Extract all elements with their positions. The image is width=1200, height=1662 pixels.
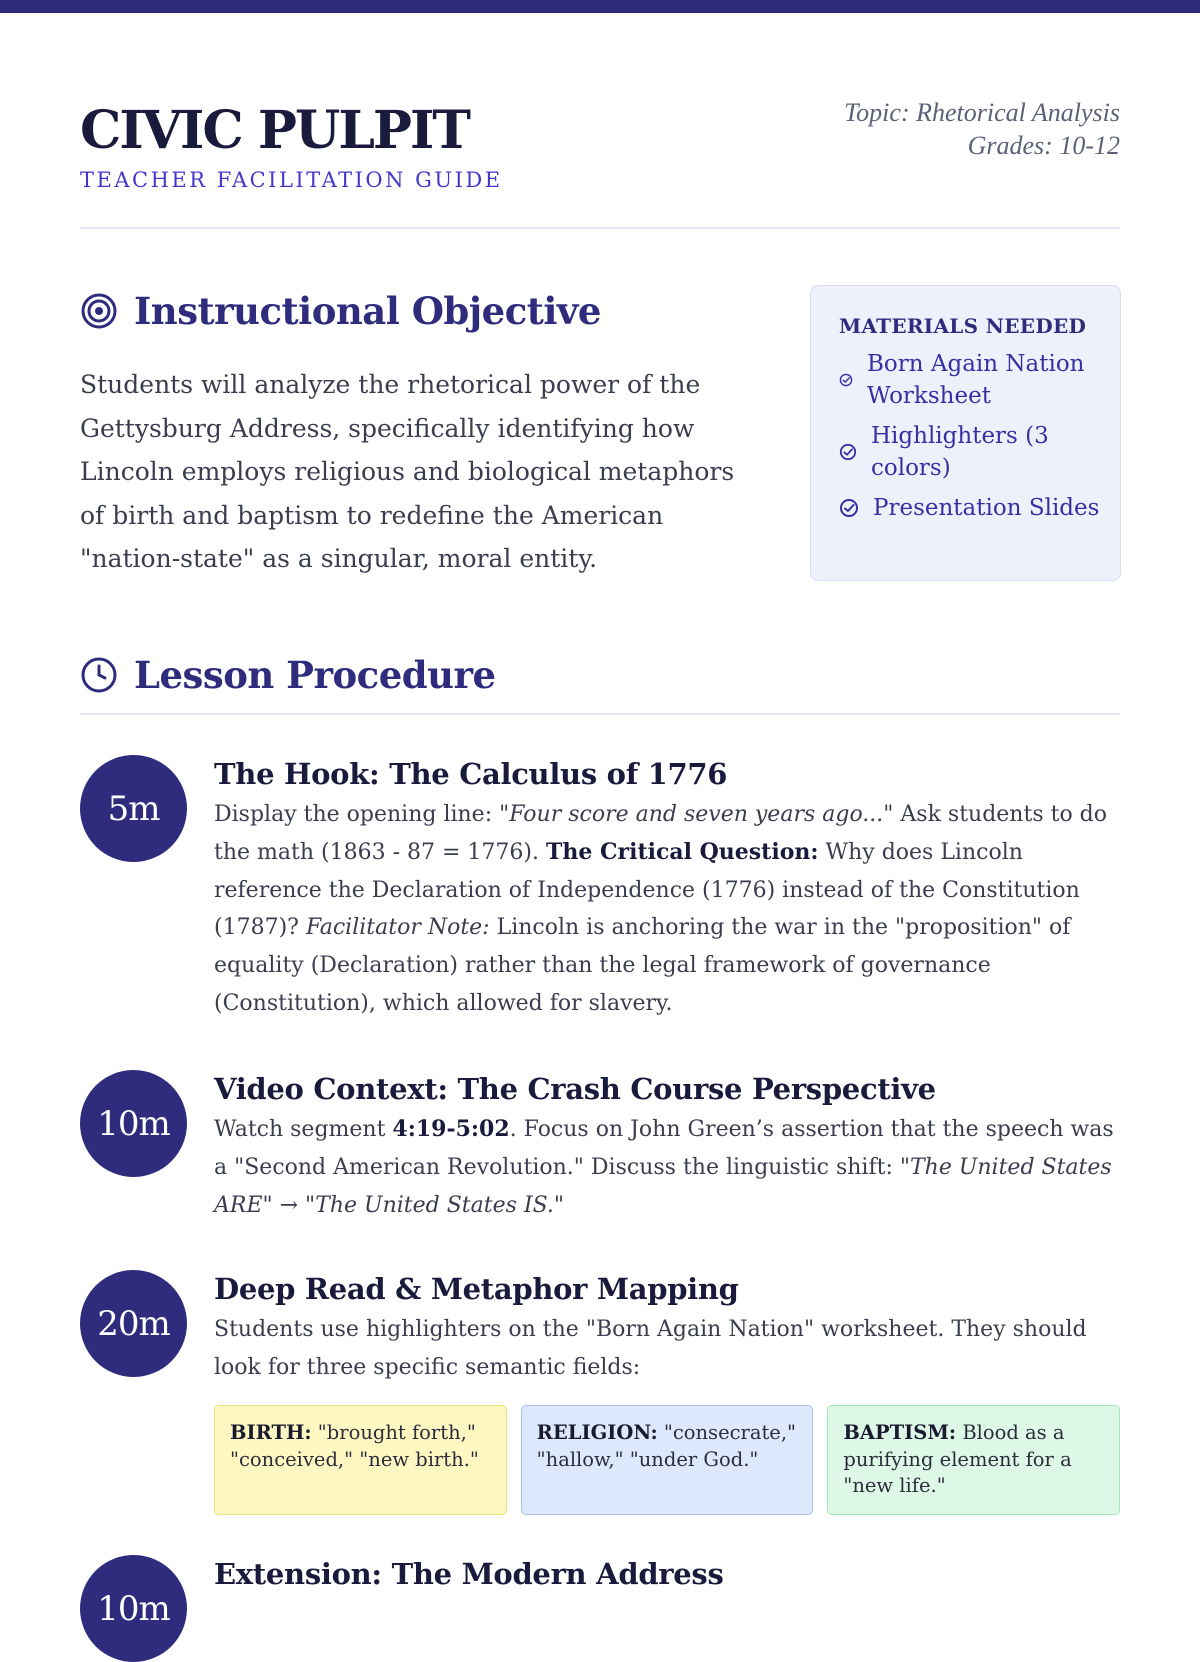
material-item-highlighters bbox=[839, 420, 1100, 484]
clock-icon bbox=[80, 656, 118, 694]
material-item-slides bbox=[839, 492, 1100, 524]
step-body bbox=[214, 1555, 1120, 1593]
page-header bbox=[80, 96, 1120, 229]
timestamp-range: 4:19-5:02 bbox=[392, 1116, 510, 1142]
procedure-heading bbox=[80, 652, 496, 698]
objective-text: Students will analyze the rhetorical power of the Gettysburg Address, specifically identifying how Lincoln employs religious and biological metaphors of birth and baptism to redefine the American "nation-state" as a singular, moral entity. bbox=[80, 370, 735, 573]
objective-heading bbox=[80, 288, 601, 334]
step-title: Video Context: The Crash Course Perspective bbox=[214, 1072, 936, 1106]
step-title: Extension: The Modern Address bbox=[214, 1557, 724, 1591]
topic-label: Topic: Rhetorical Analysis bbox=[844, 98, 1120, 127]
critical-question-label: The Critical Question: bbox=[545, 838, 819, 865]
check-circle-icon bbox=[839, 498, 859, 518]
materials-title: MATERIALS NEEDED bbox=[839, 314, 1087, 338]
material-label: Born Again Nation Worksheet bbox=[867, 351, 1085, 409]
material-label: Highlighters (3 colors) bbox=[871, 423, 1049, 481]
materials-panel bbox=[810, 285, 1121, 581]
step-text: Display the opening line: "Four score and seven years ago..." Ask students to do the math (1863 - 87 = 1776). The Critical Question: Why does Lincoln reference the Declaration of Independence (1776) instead of the Constitution (1787)? Facilitator Note: Lincoln is anchoring the war in the "proposition" of equality (Declaration) rather than the legal framework of governance (Constitution), which allowed for slavery. bbox=[214, 802, 1108, 1016]
time-badge: 5m bbox=[80, 755, 187, 862]
objective-title: Instructional Objective bbox=[134, 289, 601, 333]
brand-title: CIVIC PULPIT bbox=[80, 100, 470, 161]
check-circle-icon bbox=[839, 443, 857, 461]
material-label: Presentation Slides bbox=[873, 495, 1100, 521]
check-circle-icon bbox=[839, 373, 853, 387]
step-title: The Hook: The Calculus of 1776 bbox=[214, 757, 728, 791]
quote-text: "The United States ARE" → "The United States IS." bbox=[214, 1154, 1112, 1218]
semantic-fields bbox=[214, 1405, 1120, 1515]
time-badge: 20m bbox=[80, 1270, 187, 1377]
time-badge: 10m bbox=[80, 1555, 187, 1662]
step-text: Watch segment 4:19-5:02. Focus on John Green’s assertion that the speech was a "Second American Revolution." Discuss the linguistic shift: "The United States ARE" → "The United States IS." bbox=[214, 1116, 1114, 1218]
step-body bbox=[214, 755, 1120, 1023]
grades-label: Grades: 10-12 bbox=[967, 131, 1120, 160]
procedure-title: Lesson Procedure bbox=[134, 653, 496, 697]
step-body bbox=[214, 1070, 1120, 1224]
step-text: Students use highlighters on the "Born Again Nation" worksheet. They should look for three specific semantic fields: bbox=[214, 1317, 1087, 1380]
facilitator-note-label: Facilitator Note: bbox=[305, 915, 490, 941]
field-card-birth: BIRTH: "brought forth," "conceived," "new birth." bbox=[214, 1405, 507, 1515]
lesson-meta bbox=[844, 96, 1120, 162]
quote-text: "Four score and seven years ago..." bbox=[499, 802, 894, 827]
field-card-religion: RELIGION: "consecrate," "hallow," "under God." bbox=[521, 1405, 814, 1515]
target-icon bbox=[80, 292, 118, 330]
field-card-baptism: BAPTISM: Blood as a purifying element for a "new life." bbox=[827, 1405, 1120, 1515]
section-divider bbox=[80, 713, 1120, 715]
brand-subtitle: TEACHER FACILITATION GUIDE bbox=[80, 168, 503, 192]
time-badge: 10m bbox=[80, 1070, 187, 1177]
step-title: Deep Read & Metaphor Mapping bbox=[214, 1272, 739, 1306]
top-accent-bar bbox=[0, 0, 1200, 13]
material-item-worksheet bbox=[839, 348, 1100, 412]
step-body bbox=[214, 1270, 1120, 1387]
